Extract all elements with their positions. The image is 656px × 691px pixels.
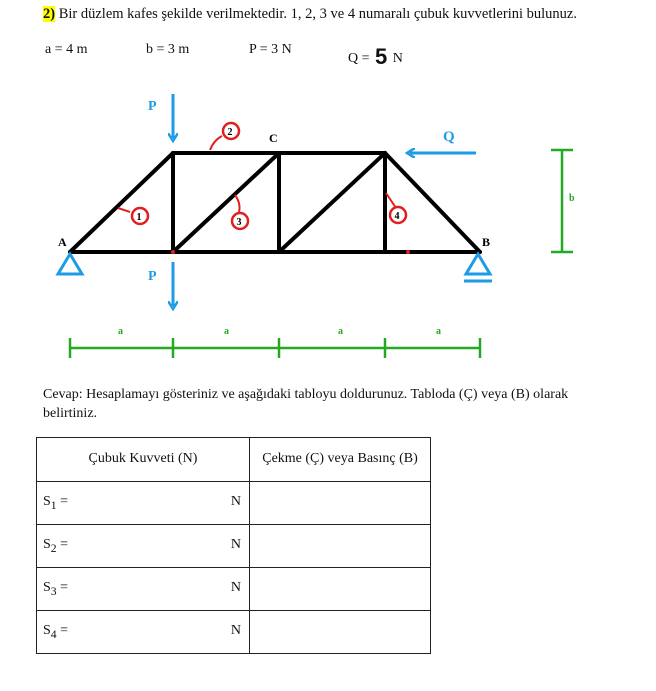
load-p-bottom-label: P: [148, 269, 157, 284]
member-marker-4: [386, 193, 406, 223]
node-b-label: B: [482, 235, 491, 249]
question-number: 2): [43, 6, 56, 22]
load-q-label: Q: [443, 129, 455, 145]
type-cell[interactable]: [250, 482, 431, 525]
answer-table: [36, 437, 431, 654]
force-unit: N: [230, 623, 241, 639]
type-cell[interactable]: [250, 525, 431, 568]
answer-prompt: Cevap: Hesaplamayı gösteriniz ve aşağıdaki tabloyu doldurunuz. Tabloda (Ç) veya (B) olarak belirtiniz.: [43, 387, 569, 421]
member-marker-1-label: 1: [136, 212, 142, 223]
col-header-type: Çekme (Ç) veya Basınç (B): [250, 438, 431, 482]
question-body: Bir düzlem kafes şekilde verilmektedir. 1, 2, 3 ve 4 numaralı çubuk kuvvetlerini bulunuz.: [55, 6, 577, 22]
table-row: [37, 525, 431, 568]
force-symbol: $S_2$ =: [43, 537, 69, 555]
table-row: [37, 482, 431, 525]
force-cell[interactable]: [37, 482, 250, 525]
member-marker-3: [232, 195, 248, 229]
param-q-unit: N: [389, 51, 403, 66]
support-a: [58, 254, 82, 274]
support-b: [464, 254, 492, 281]
diagonal-mid-right: [279, 153, 385, 252]
member-marker-1: [118, 208, 148, 224]
node-a-label: A: [58, 235, 67, 249]
dimension-b-label: b: [569, 193, 575, 204]
node-c-label: C: [269, 131, 278, 145]
force-unit: N: [230, 494, 241, 510]
col-header-force: Çubuk Kuvveti (N): [37, 438, 250, 482]
force-symbol: $S_3$ =: [43, 580, 69, 598]
param-b: b = 3 m: [146, 42, 190, 57]
table-row: [37, 568, 431, 611]
dimension-a-label: a: [224, 326, 229, 337]
table-row: [37, 611, 431, 654]
node-dot: [406, 250, 410, 254]
force-unit: N: [230, 580, 241, 596]
param-p: P = 3 N: [249, 42, 292, 57]
param-q-value: 5: [375, 44, 388, 69]
diagonal-member-3: [173, 153, 279, 252]
node-dot: [171, 250, 175, 254]
dimension-a-label: a: [436, 326, 441, 337]
force-symbol: $S_4$ =: [43, 623, 69, 641]
member-marker-4-label: 4: [394, 211, 400, 222]
table-header-row: [37, 438, 431, 482]
member-marker-2-label: 2: [227, 127, 233, 138]
member-marker-2: [210, 123, 239, 150]
question-text: [43, 6, 577, 23]
param-q: [348, 42, 403, 68]
param-q-prefix: Q =: [348, 51, 374, 66]
member-marker-3-label: 3: [236, 217, 242, 228]
force-cell[interactable]: [37, 525, 250, 568]
truss-members: [70, 153, 480, 252]
dimension-a: [70, 338, 480, 358]
dimension-a-label: a: [338, 326, 343, 337]
force-cell[interactable]: [37, 568, 250, 611]
dimension-a-label: a: [118, 326, 123, 337]
right-diagonal-member-4: [385, 153, 480, 252]
truss-figure: [0, 80, 656, 380]
force-symbol: $S_1$ =: [43, 494, 69, 512]
force-cell[interactable]: [37, 611, 250, 654]
load-p-top-label: P: [148, 99, 157, 114]
force-unit: N: [230, 537, 241, 553]
type-cell[interactable]: [250, 611, 431, 654]
param-a: a = 4 m: [45, 42, 88, 57]
type-cell[interactable]: [250, 568, 431, 611]
left-diagonal-member-1: [70, 153, 173, 252]
